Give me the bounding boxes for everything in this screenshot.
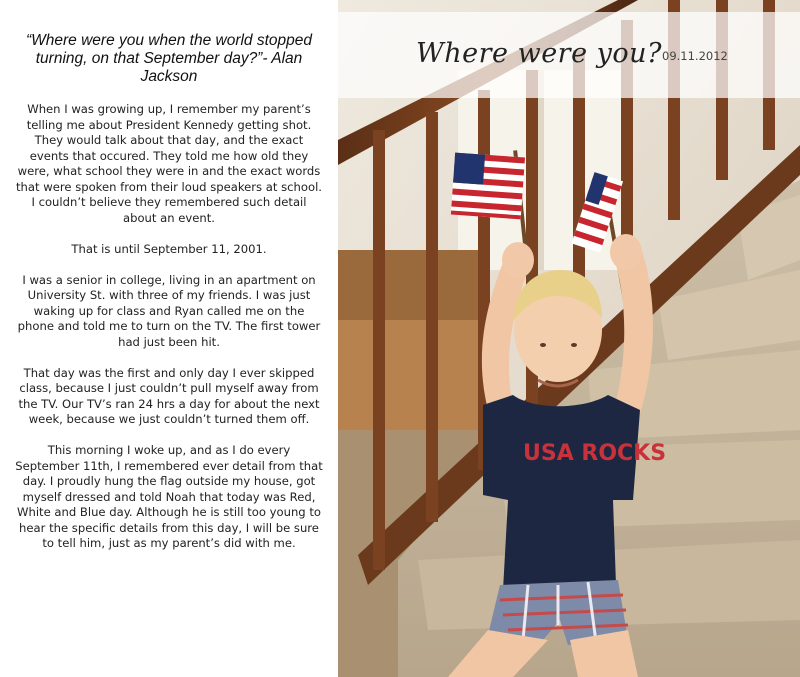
story-body (14, 102, 324, 567)
story-paragraph: That day was the first and only day I ever skipped class, because I just couldn’t pull myself away from the TV. Our TV’s ran 24 hrs a day for about the next week, because we just couldn’t turned them off. (18, 365, 320, 426)
photo-illustration (338, 0, 800, 677)
photo-boy-on-stairs (338, 0, 800, 677)
story-paragraph: When I was growing up, I remember my parent’s telling me about President Kennedy getting shot. They would talk about that day, and the exact events that occured. They told me how old they were, what school they were in and the exact words that were spoken from their loud speakers at school. I couldn’t believe they remembered such detail about an event. (16, 102, 322, 225)
story-paragraph: That is until September 11, 2001. (71, 241, 267, 256)
overlay-title: Where were you? (416, 38, 663, 69)
quote-text: “Where were you when the world stopped turning, on that September day?”- Alan Jackson (25, 32, 313, 85)
story-paragraph: This morning I woke up, and as I do every September 11th, I remembered ever detail from that day. I proudly hung the flag outside my house, got myself dressed and told Noah that today was Red, White and Blue day. Although he is still too young to hear the specific details from this day, I will be sure to tell him, just as my parent’s did with me. (15, 443, 323, 550)
shirt-text: USA ROCKS (523, 441, 667, 466)
story-panel (0, 0, 338, 677)
overlay-date: 09.11.2012 (662, 49, 728, 63)
story-paragraph: I was a senior in college, living in an apartment on University St. with three of my friends. I was just waking up for class and Ryan called me on the phone and told me to turn on the TV. The first tower had just been hit. (17, 272, 321, 349)
